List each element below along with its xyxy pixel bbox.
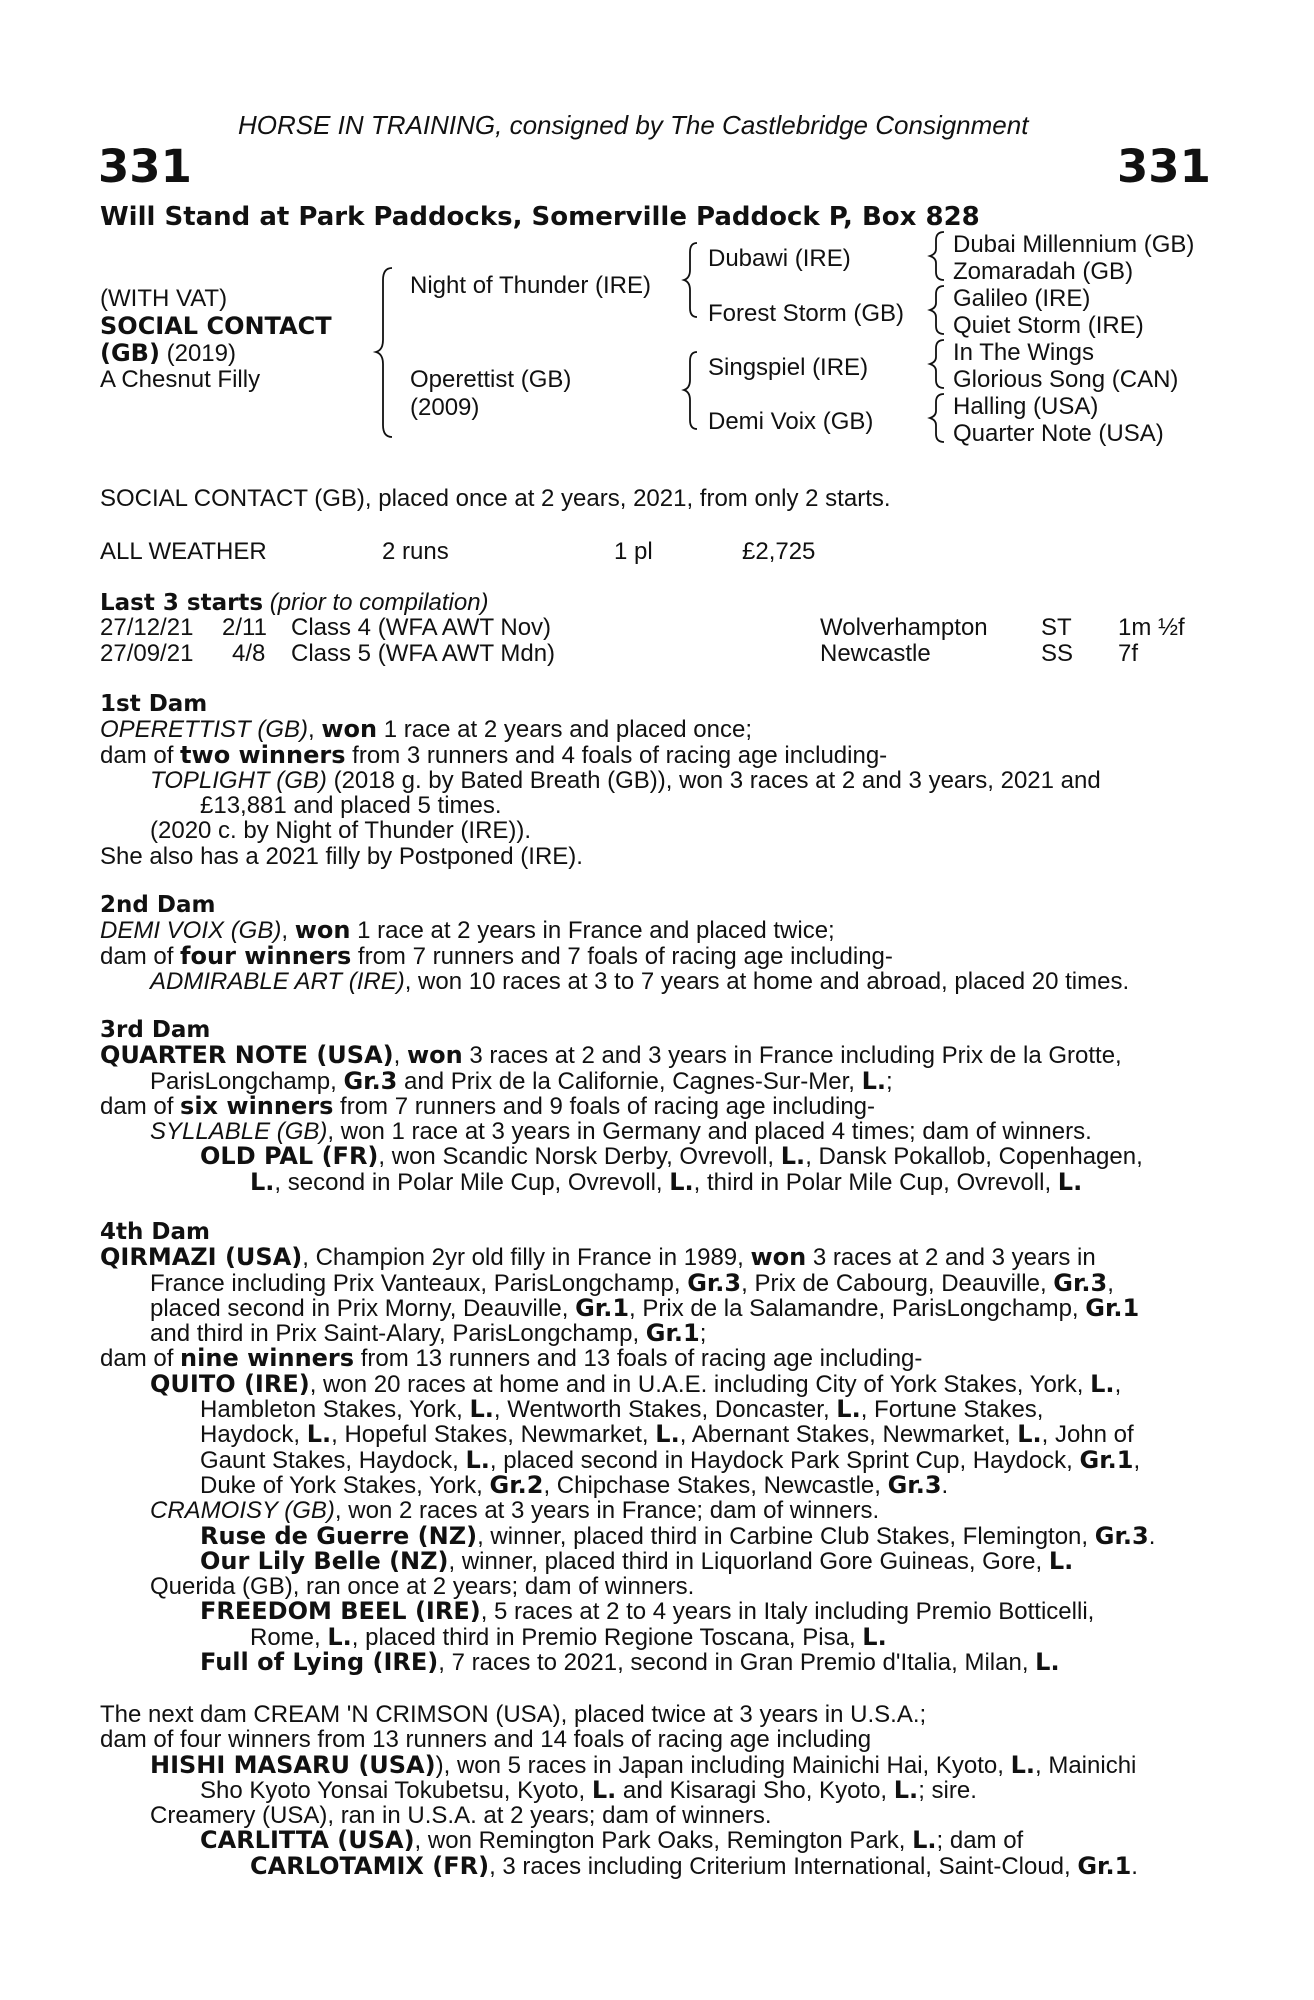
start-race: Class 5 (WFA AWT Mdn) (291, 640, 556, 667)
start-distance: 1m ½f (1118, 614, 1185, 641)
last-starts-title: Last 3 starts (100, 590, 264, 616)
vat-label: (WITH VAT) (100, 285, 228, 312)
pedigree-dss: In The Wings (953, 339, 1094, 366)
last-starts-note: (prior to compilation) (269, 589, 489, 616)
start-date: 27/09/21 (100, 640, 194, 667)
start-position: 4/8 (232, 640, 266, 667)
text-line: OLD PAL (FR), won Scandic Norsk Derby, Ovrevoll, L., Dansk Pokallob, Copenhagen, (200, 1142, 1143, 1171)
pedigree-sds: Galileo (IRE) (953, 285, 1091, 312)
pedigree-dsd: Glorious Song (CAN) (953, 366, 1179, 393)
lot-number-right: 331 (1117, 140, 1211, 193)
pedigree-sire-dam: Forest Storm (GB) (708, 300, 905, 327)
text-line: dam of nine winners from 13 runners and 13 foals of racing age including- (100, 1344, 923, 1373)
horse-description: A Chesnut Filly (100, 366, 261, 393)
main-brace (376, 268, 392, 437)
text-line: Full of Lying (IRE), 7 races to 2021, second in Gran Premio d'Italia, Milan, L. (200, 1648, 1060, 1677)
fourth-dam-section (100, 1220, 1210, 1675)
sd-brace (930, 286, 944, 334)
text-line: Hambleton Stakes, York, L., Wentworth Stakes, Doncaster, L., Fortune Stakes, (200, 1395, 1044, 1424)
text-line: dam of four winners from 7 runners and 7 foals of racing age including- (100, 941, 893, 970)
text-line: dam of four winners from 13 runners and 14 foals of racing age including (100, 1726, 872, 1754)
start-distance: 7f (1118, 640, 1139, 667)
start-course: Wolverhampton (820, 614, 988, 641)
horse-country: (GB) (100, 339, 160, 367)
text-line: Our Lily Belle (NZ), winner, placed third in Liquorland Gore Guineas, Gore, L. (200, 1546, 1074, 1575)
text-line: HISHI MASARU (USA)), won 5 races in Japan including Mainichi Hai, Kyoto, L., Mainichi (150, 1750, 1137, 1779)
pedigree-dds: Halling (USA) (953, 393, 1099, 420)
race-summary: SOCIAL CONTACT (GB), placed once at 2 years, 2021, from only 2 starts. (100, 485, 891, 512)
pedigree-dam-dam: Demi Voix (GB) (708, 408, 874, 435)
text-line: The next dam CREAM 'N CRIMSON (USA), placed twice at 3 years in U.S.A.; (100, 1701, 927, 1728)
pedigree-ddd: Quarter Note (USA) (953, 420, 1164, 447)
text-line: QUARTER NOTE (USA), won 3 races at 2 and 3 years in France including Prix de la Grotte, (100, 1041, 1122, 1070)
record-earnings: £2,725 (742, 538, 816, 565)
record-surface: ALL WEATHER (100, 538, 267, 565)
text-line: CRAMOISY (GB), won 2 races at 3 years in France; dam of winners. (150, 1497, 880, 1525)
text-line: Haydock, L., Hopeful Stakes, Newmarket, L., Abernant Stakes, Newmarket, L., John of (200, 1420, 1134, 1449)
start-going: ST (1041, 614, 1072, 641)
text-line: OPERETTIST (GB), won 1 race at 2 years and placed once; (100, 715, 753, 744)
text-line: CARLOTAMIX (FR), 3 races including Criterium International, Saint-Cloud, Gr.1. (250, 1851, 1138, 1880)
section-heading: 1st Dam (100, 691, 208, 717)
text-line: TOPLIGHT (GB) (2018 g. by Bated Breath (GB)), won 3 races at 2 and 3 years, 2021 and (150, 766, 1101, 794)
section-heading: 2nd Dam (100, 892, 216, 918)
section-heading: 4th Dam (100, 1219, 210, 1245)
pedigree-dam: Operettist (GB) (410, 366, 572, 393)
text-line: QIRMAZI (USA), Champion 2yr old filly in France in 1989, won 3 races at 2 and 3 years in (100, 1243, 1096, 1272)
text-line: Rome, L., placed third in Premio Regione Toscana, Pisa, L. (250, 1622, 887, 1651)
text-line: Querida (GB), ran once at 2 years; dam of winners. (150, 1573, 695, 1601)
next-dam-section (100, 1702, 1210, 1879)
text-line: FREEDOM BEEL (IRE), 5 races at 2 to 4 years in Italy including Premio Botticelli, (200, 1597, 1095, 1626)
text-line: DEMI VOIX (GB), won 1 race at 2 years in France and placed twice; (100, 916, 835, 945)
second-dam-section (100, 893, 1210, 994)
pedigree-sire: Night of Thunder (IRE) (410, 272, 651, 299)
consignment-line: HORSE IN TRAINING, consigned by The Castlebridge Consignment (238, 110, 1029, 140)
dd-brace (930, 394, 944, 442)
start-race: Class 4 (WFA AWT Nov) (291, 614, 552, 641)
text-line: L., second in Polar Mile Cup, Ovrevoll, L., third in Polar Mile Cup, Ovrevoll, L. (250, 1167, 1083, 1196)
record-placings: 1 pl (614, 538, 653, 565)
ss-brace (930, 232, 944, 280)
pedigree-ssd: Zomaradah (GB) (953, 258, 1134, 285)
text-line: (2020 c. by Night of Thunder (IRE)). (150, 817, 532, 845)
pedigree-sdd: Quiet Storm (IRE) (953, 312, 1144, 339)
text-line: Sho Kyoto Yonsai Tokubetsu, Kyoto, L. and Kisaragi Sho, Kyoto, L.; sire. (200, 1775, 977, 1804)
record-runs: 2 runs (382, 538, 449, 565)
lot-number-left: 331 (98, 140, 192, 193)
start-position: 2/11 (222, 614, 267, 641)
text-line: placed second in Prix Morny, Deauville, Gr.1, Prix de la Salamandre, ParisLongchamp, Gr.1 (150, 1293, 1140, 1322)
stand-location: Will Stand at Park Paddocks, Somerville Paddock P, Box 828 (100, 202, 980, 232)
text-line: France including Prix Vanteaux, ParisLongchamp, Gr.3, Prix de Cabourg, Deauville, Gr.3, (150, 1268, 1114, 1297)
text-line: CARLITTA (USA), won Remington Park Oaks, Remington Park, L.; dam of (200, 1826, 1024, 1855)
text-line: She also has a 2021 filly by Postponed (IRE). (100, 842, 583, 870)
start-going: SS (1041, 640, 1074, 667)
horse-year: (2019) (166, 340, 236, 367)
ds-brace (930, 340, 944, 388)
text-line: Creamery (USA), ran in U.S.A. at 2 years; dam of winners. (150, 1802, 772, 1830)
sire-brace (684, 243, 697, 317)
text-line: ADMIRABLE ART (IRE), won 10 races at 3 to 7 years at home and abroad, placed 20 times. (150, 967, 1130, 995)
start-date: 27/12/21 (100, 614, 194, 641)
text-line: ParisLongchamp, Gr.3 and Prix de la Californie, Cagnes-Sur-Mer, L.; (150, 1066, 893, 1095)
horse-name: SOCIAL CONTACT (100, 312, 332, 340)
third-dam-section (100, 1018, 1210, 1195)
pedigree-sire-sire: Dubawi (IRE) (708, 245, 851, 272)
text-line: Ruse de Guerre (NZ), winner, placed third in Carbine Club Stakes, Flemington, Gr.3. (200, 1521, 1156, 1550)
start-course: Newcastle (820, 640, 931, 667)
pedigree-dam-year: (2009) (410, 394, 480, 421)
text-line: dam of two winners from 3 runners and 4 foals of racing age including- (100, 740, 888, 769)
first-dam-section (100, 692, 1210, 869)
text-line: Gaunt Stakes, Haydock, L., placed second in Haydock Park Sprint Cup, Haydock, Gr.1, (200, 1445, 1141, 1474)
text-line: QUITO (IRE), won 20 races at home and in U.A.E. including City of York Stakes, York, L., (150, 1369, 1122, 1398)
dam-brace (684, 352, 697, 429)
pedigree-sss: Dubai Millennium (GB) (953, 231, 1195, 258)
text-line: dam of six winners from 7 runners and 9 foals of racing age including- (100, 1091, 876, 1120)
pedigree-dam-sire: Singspiel (IRE) (708, 354, 869, 381)
last-starts-heading (100, 589, 489, 617)
text-line: and third in Prix Saint-Alary, ParisLongchamp, Gr.1; (150, 1319, 707, 1348)
text-line: Duke of York Stakes, York, Gr.2, Chipchase Stakes, Newcastle, Gr.3. (200, 1470, 949, 1499)
text-line: SYLLABLE (GB), won 1 race at 3 years in Germany and placed 4 times; dam of winners. (150, 1118, 1092, 1146)
text-line: £13,881 and placed 5 times. (200, 792, 502, 820)
section-heading: 3rd Dam (100, 1017, 211, 1043)
